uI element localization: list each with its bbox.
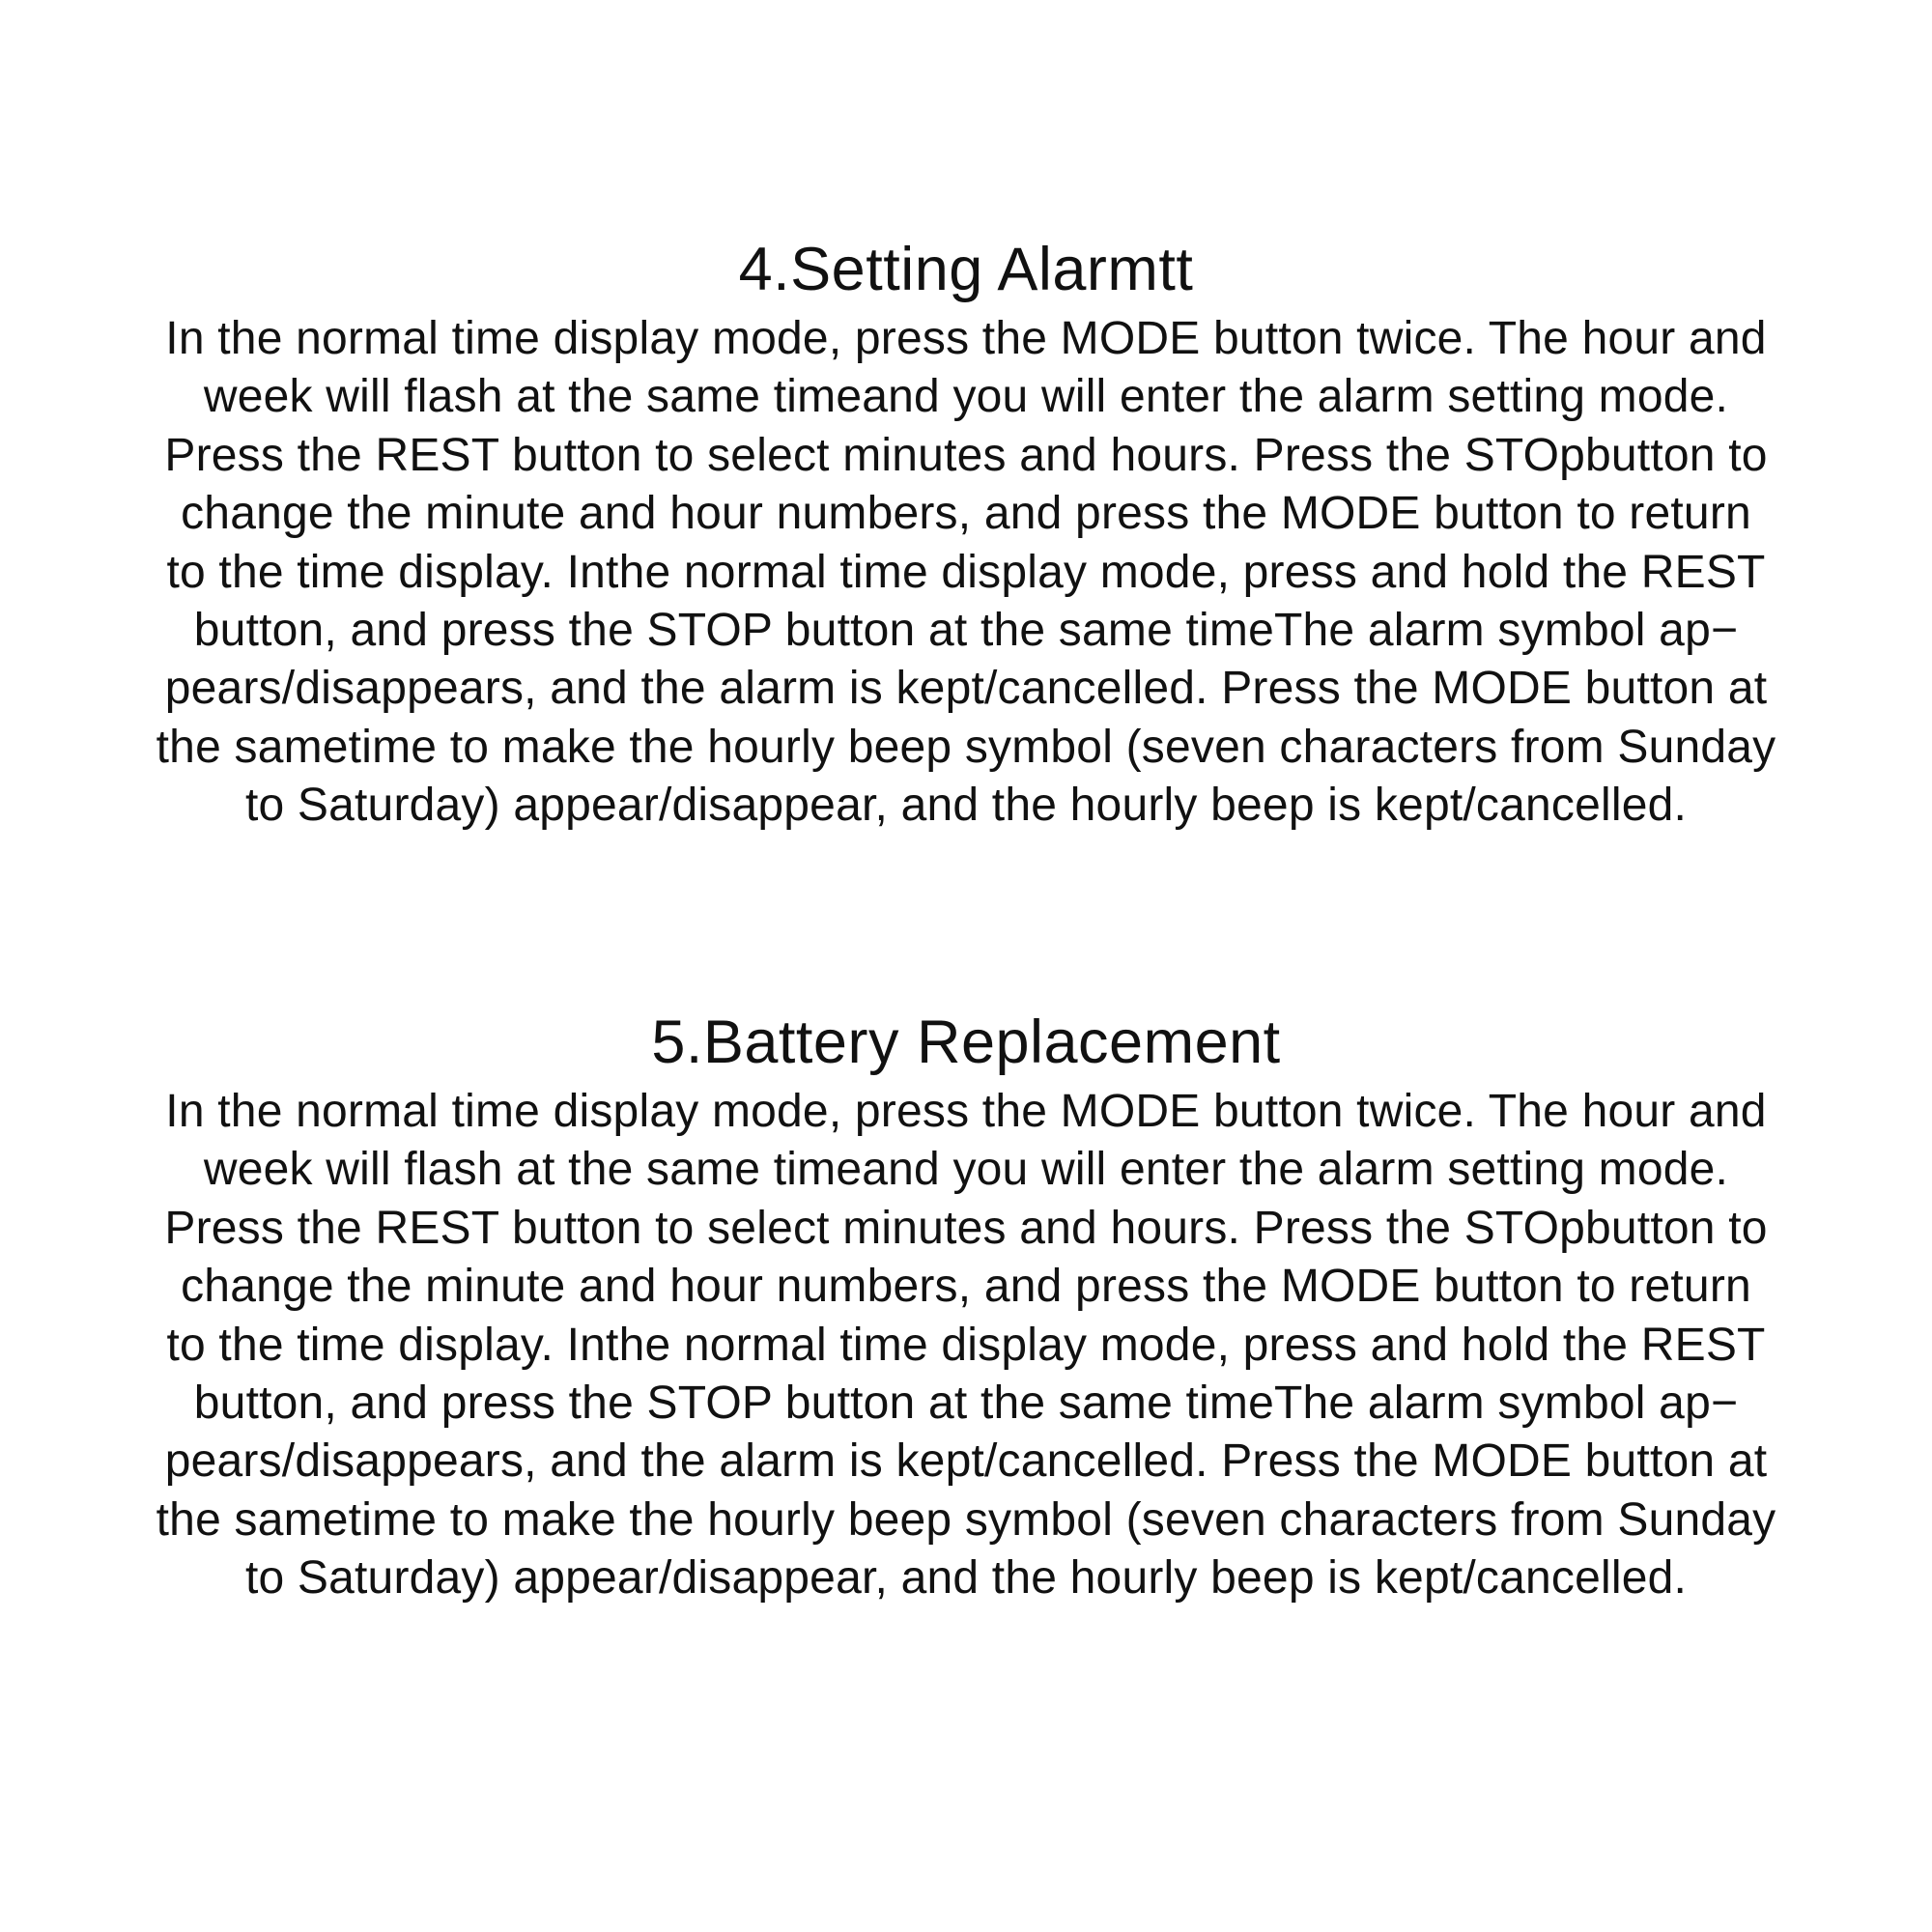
paragraph-line: week will flash at the same timeand you will enter the alarm setting mode.: [203, 1144, 1729, 1196]
paragraph-line: week will flash at the same timeand you will enter the alarm setting mode.: [203, 371, 1729, 423]
paragraph-line: change the minute and hour numbers, and press the MODE button to return: [181, 1261, 1751, 1313]
paragraph-line: the sametime to make the hourly beep symbol (seven characters from Sunday: [156, 721, 1776, 773]
paragraph-line: pears/disappears, and the alarm is kept/cancelled. Press the MODE button at: [164, 1435, 1768, 1488]
paragraph-line: Press the REST button to select minutes and hours. Press the STOpbutton to: [164, 429, 1768, 481]
paragraph-line: change the minute and hour numbers, and press the MODE button to return: [181, 488, 1751, 540]
paragraph-line: the sametime to make the hourly beep symbol (seven characters from Sunday: [156, 1493, 1776, 1546]
section-heading: 5.Battery Replacement: [651, 1009, 1281, 1076]
paragraph-line: button, and press the STOP button at the same timeThe alarm symbol ap−: [193, 1378, 1739, 1430]
paragraph-line: pears/disappears, and the alarm is kept/cancelled. Press the MODE button at: [164, 663, 1768, 715]
paragraph-line: In the normal time display mode, press the MODE button twice. The hour and: [165, 313, 1767, 364]
paragraph-line: In the normal time display mode, press the MODE button twice. The hour and: [165, 1086, 1767, 1137]
paragraph-line: to the time display. Inthe normal time display mode, press and hold the REST: [166, 1319, 1766, 1371]
section-paragraph: [0, 310, 1932, 836]
section-heading: 4.Setting Alarmtt: [738, 236, 1194, 303]
paragraph-line: to Saturday) appear/disappear, and the hourly beep is kept/cancelled.: [244, 1552, 1688, 1605]
paragraph-line: Press the REST button to select minutes and hours. Press the STOpbutton to: [164, 1202, 1768, 1254]
paragraph-line: to Saturday) appear/disappear, and the hourly beep is kept/cancelled.: [244, 780, 1688, 832]
section-setting-alarm: [0, 232, 1932, 836]
paragraph-line: to the time display. Inthe normal time display mode, press and hold the REST: [166, 546, 1766, 598]
section-battery-replacement: [0, 1005, 1932, 1608]
section-paragraph: [0, 1083, 1932, 1608]
paragraph-line: button, and press the STOP button at the same timeThe alarm symbol ap−: [193, 605, 1739, 657]
